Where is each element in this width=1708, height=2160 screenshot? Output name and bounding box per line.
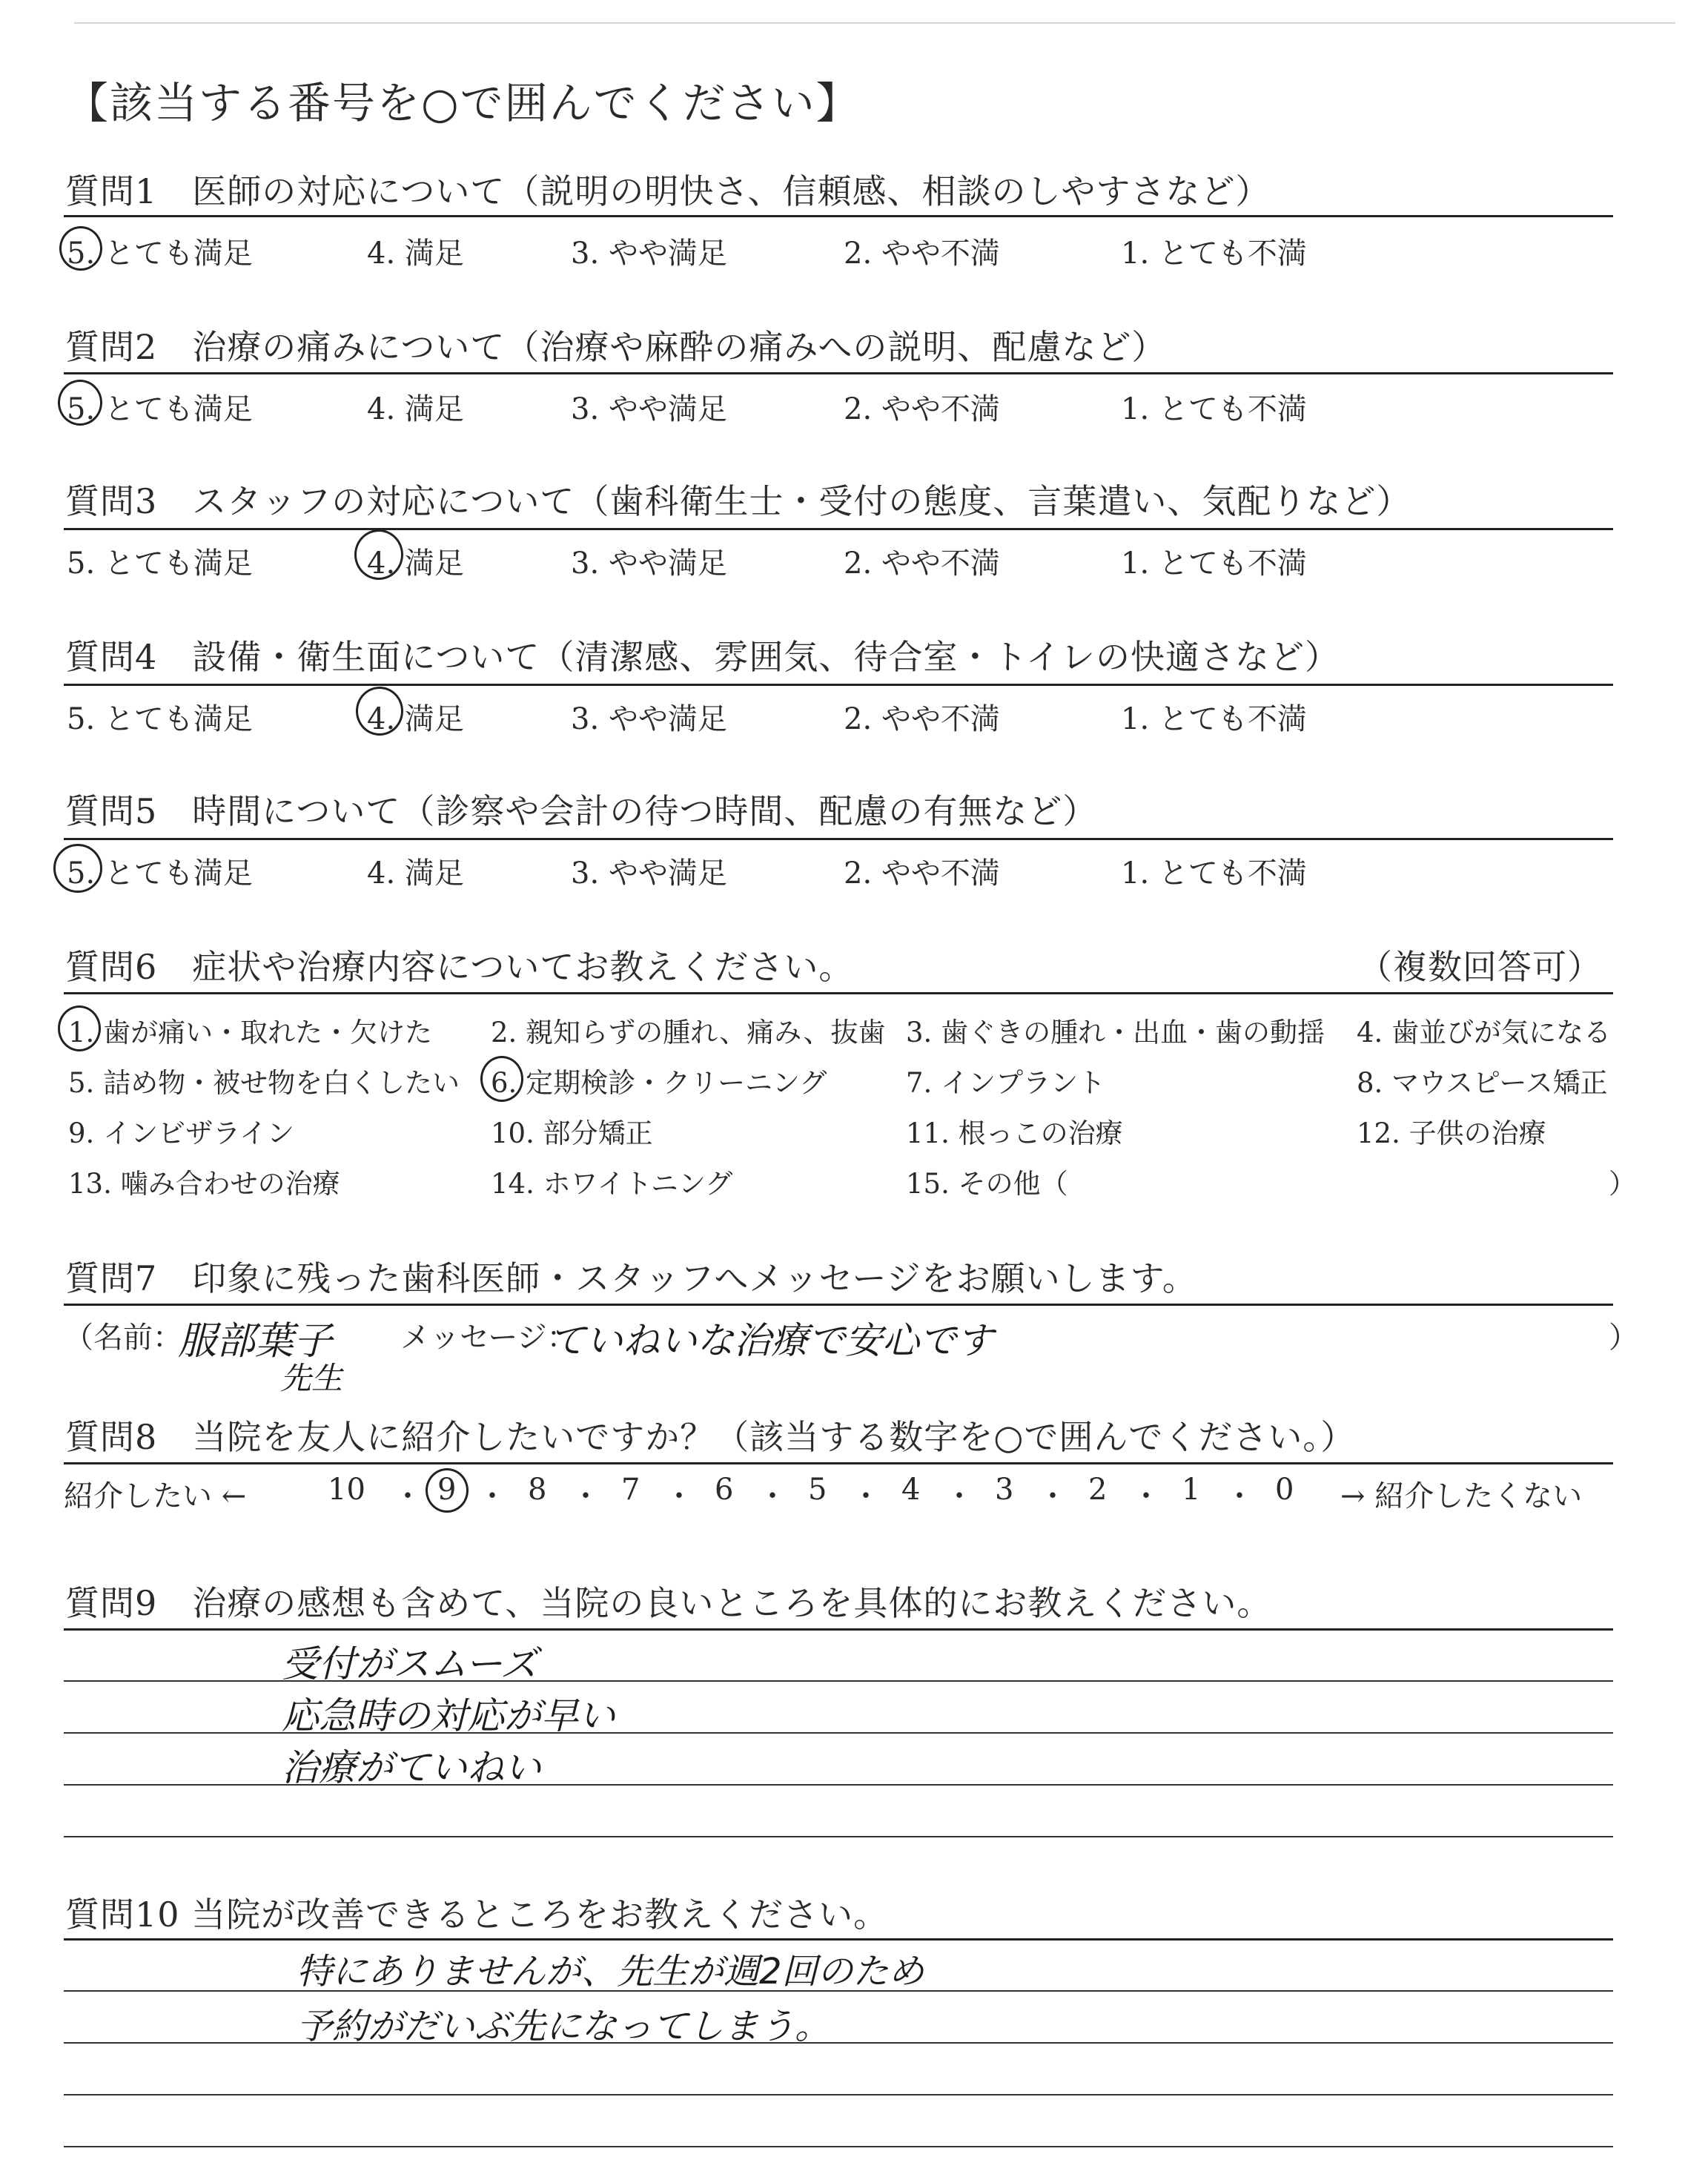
q6-option-14[interactable]: 14. ホワイトニング [491,1168,733,1200]
question-1-title: 質問1 医師の対応について（説明の明快さ、信頼感、相談のしやすさなど） [65,171,1271,211]
question-10-title: 質問10 当院が改善できるところをお教えください。 [65,1895,889,1935]
q3-option-5[interactable]: 5. とても満足 [67,546,253,581]
q2-option-4[interactable]: 4. 満足 [367,392,464,426]
question-10-rule [64,1938,1613,1941]
q5-option-1[interactable]: 1. とても不満 [1121,856,1307,891]
message-close-paren: ） [1609,1321,1638,1355]
q6-option-2[interactable]: 2. 親知らずの腫れ、痛み、抜歯 [491,1017,886,1048]
name-suffix: 先生 [280,1360,343,1396]
q5-option-5[interactable]: 5. とても満足 [67,856,253,891]
scale-dot: ・ [571,1479,600,1513]
q6-option-12[interactable]: 12. 子供の治療 [1357,1117,1546,1149]
answer-line [64,2146,1613,2147]
selection-circle [356,687,403,736]
scale-dot: ・ [1225,1479,1254,1513]
q2-option-3[interactable]: 3. やや満足 [571,392,727,426]
answer-text[interactable]: 治療がていねい [282,1746,541,1789]
q5-option-2[interactable]: 2. やや不満 [844,856,1000,891]
q6-option-5[interactable]: 5. 詰め物・被せ物を白くしたい [68,1067,460,1099]
question-4-rule [64,684,1613,686]
question-1-rule [64,215,1613,217]
q6-option-8[interactable]: 8. マウスピース矯正 [1357,1067,1608,1099]
selection-circle [53,844,102,893]
scale-4[interactable]: 4 [901,1473,921,1507]
recommend-right-label: → 紹介したくない [1340,1479,1583,1513]
q1-option-5[interactable]: 5. とても満足 [67,237,253,271]
q4-option-4[interactable]: 4. 満足 [367,702,464,736]
answer-text[interactable]: 予約がだいぶ先になってしまう。 [297,2006,831,2047]
question-2-title: 質問2 治療の痛みについて（治療や麻酔の痛みへの説明、配慮など） [65,327,1167,367]
q6-other-close-paren: ） [1609,1168,1636,1200]
q4-option-5[interactable]: 5. とても満足 [67,702,253,736]
page-heading: 【該当する番号を○で囲んでください】 [65,78,861,128]
scale-10[interactable]: 10 [328,1473,365,1507]
question-3-title: 質問3 スタッフの対応について（歯科衛生士・受付の態度、言葉遣い、気配りなど） [65,481,1411,521]
q4-option-2[interactable]: 2. やや不満 [844,702,1000,736]
scale-6[interactable]: 6 [715,1473,734,1507]
selection-circle [58,380,102,426]
q2-option-2[interactable]: 2. やや不満 [844,392,1000,426]
q1-option-2[interactable]: 2. やや不満 [844,237,1000,271]
q6-option-6[interactable]: 6. 定期検診・クリーニング [491,1067,827,1099]
scale-0[interactable]: 0 [1275,1473,1294,1507]
recommend-left-label: 紹介したい ← [64,1479,247,1513]
question-5-title: 質問5 時間について（診察や会計の待つ時間、配慮の有無など） [65,791,1098,831]
scale-dot: ・ [944,1479,974,1513]
question-8-title: 質問8 当院を友人に紹介したいですか？（該当する数字を○で囲んでください。） [65,1417,1356,1457]
q6-option-15[interactable]: 15. その他（ [906,1168,1068,1200]
answer-text[interactable]: 特にありませんが、先生が週2回のため [297,1951,924,1992]
selection-circle [354,529,403,580]
q6-option-11[interactable]: 11. 根っこの治療 [906,1117,1123,1149]
q6-option-3[interactable]: 3. 歯ぐきの腫れ・出血・歯の動揺 [906,1017,1325,1048]
q2-option-1[interactable]: 1. とても不満 [1121,392,1307,426]
selection-circle [480,1056,523,1102]
scale-8[interactable]: 8 [528,1473,547,1507]
answer-text[interactable]: 受付がスムーズ [282,1642,537,1685]
selection-circle [59,226,102,271]
q3-option-4[interactable]: 4. 満足 [367,546,464,581]
answer-line [64,1836,1613,1837]
scale-1[interactable]: 1 [1182,1473,1201,1507]
top-border [74,22,1675,24]
scale-7[interactable]: 7 [621,1473,640,1507]
question-9-title: 質問9 治療の感想も含めて、当院の良いところを具体的にお教えください。 [65,1583,1272,1623]
q3-option-3[interactable]: 3. やや満足 [571,546,727,581]
answer-text[interactable]: 応急時の対応が早い [282,1694,615,1737]
question-8-rule [64,1462,1613,1464]
question-6-rule [64,992,1613,994]
scale-9[interactable]: 9 [437,1473,457,1507]
message-label: メッセージ： [400,1321,577,1355]
q6-option-13[interactable]: 13. 噛み合わせの治療 [68,1168,340,1200]
question-4-title: 質問4 設備・衛生面について（清潔感、雰囲気、待合室・トイレの快適さなど） [65,637,1340,677]
q5-option-3[interactable]: 3. やや満足 [571,856,727,891]
question-7-rule [64,1304,1613,1306]
q6-option-7[interactable]: 7. インプラント [906,1067,1106,1099]
q2-option-5[interactable]: 5. とても満足 [67,392,253,426]
scale-dot: ・ [758,1479,787,1513]
selection-circle [58,1005,101,1051]
scale-dot: ・ [1038,1479,1068,1513]
q4-option-1[interactable]: 1. とても不満 [1121,702,1307,736]
scale-5[interactable]: 5 [808,1473,827,1507]
q3-option-2[interactable]: 2. やや不満 [844,546,1000,581]
scale-dot: ・ [851,1479,881,1513]
scale-dot: ・ [393,1479,423,1513]
selection-circle [426,1468,469,1513]
scale-dot: ・ [664,1479,694,1513]
q1-option-3[interactable]: 3. やや満足 [571,237,727,271]
question-2-rule [64,372,1613,374]
q5-option-4[interactable]: 4. 満足 [367,856,464,891]
question-5-rule [64,838,1613,840]
q6-option-10[interactable]: 10. 部分矯正 [491,1117,653,1149]
question-7-title: 質問7 印象に残った歯科医師・スタッフへメッセージをお願いします。 [65,1258,1197,1298]
scale-dot: ・ [477,1479,507,1513]
scale-dot: ・ [1131,1479,1161,1513]
q6-option-1[interactable]: 1. 歯が痛い・取れた・欠けた [68,1017,433,1048]
name-label: （名前： [64,1321,182,1355]
name-value[interactable]: 服部葉子 [178,1319,333,1364]
message-value[interactable]: ていねいな治療で安心です [549,1319,993,1362]
scale-2[interactable]: 2 [1088,1473,1108,1507]
q1-option-4[interactable]: 4. 満足 [367,237,464,271]
answer-line [64,2094,1613,2095]
scale-3[interactable]: 3 [995,1473,1014,1507]
q6-option-9[interactable]: 9. インビザライン [68,1117,294,1149]
question-6-title: 質問6 症状や治療内容についてお教えください。 [65,947,854,987]
q4-option-3[interactable]: 3. やや満足 [571,702,727,736]
question-3-rule [64,528,1613,530]
q1-option-1[interactable]: 1. とても不満 [1121,237,1307,271]
q6-option-4[interactable]: 4. 歯並びが気になる [1357,1017,1612,1048]
question-9-rule [64,1628,1613,1631]
question-6-note: （複数回答可） [1358,947,1602,987]
q3-option-1[interactable]: 1. とても不満 [1121,546,1307,581]
